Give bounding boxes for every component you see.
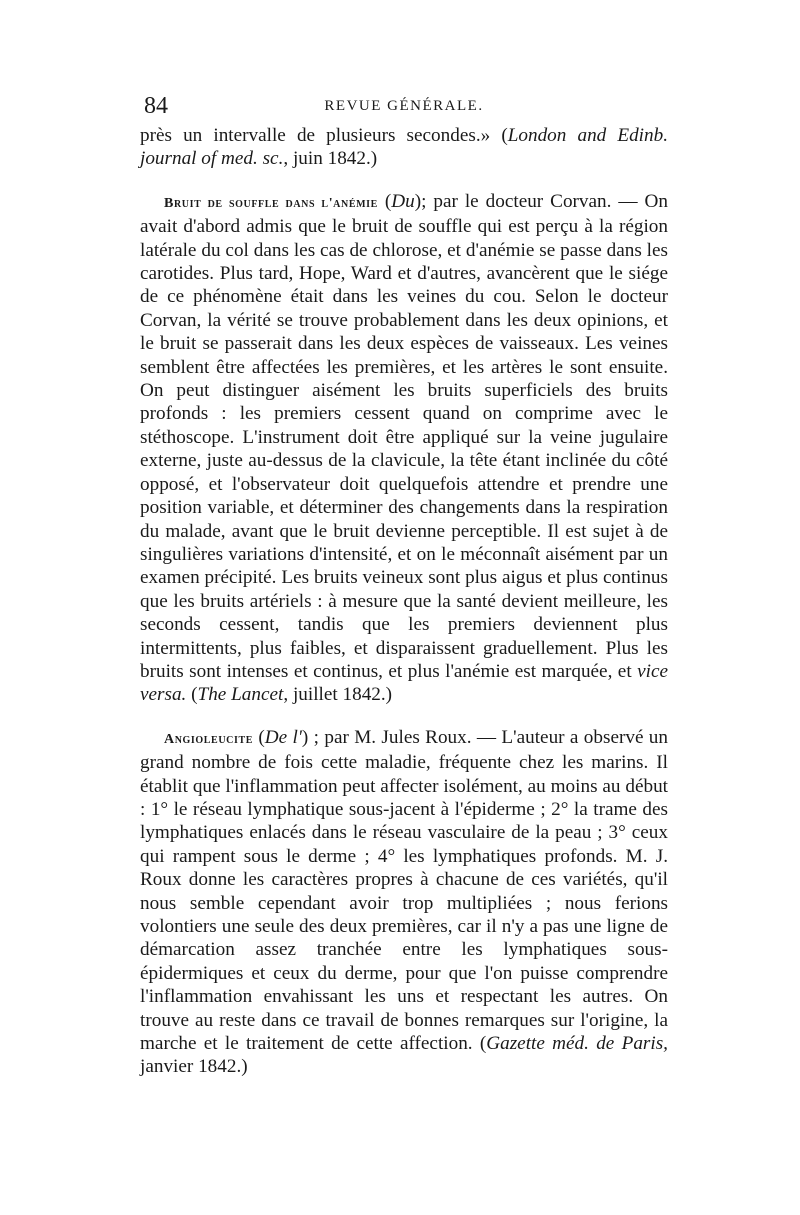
citation-date: janvier 1842.) <box>140 1056 248 1078</box>
page <box>140 92 668 1079</box>
page-number: 84 <box>144 93 168 119</box>
page-header <box>140 92 668 122</box>
article-heading: Angioleucite <box>164 731 253 747</box>
article-body: ); par le docteur Corvan. — On avait d'abord admis que le bruit de souffle qui est perçu à la région latérale du col dans les cas de chlorose, et d'anémie se passe dans les carotides. Plus tard, Hope, Ward et d'autres, avancèrent que le siége de ce phénomène était dans les veines du cou. Selon le docteur Corvan, la vérité se trouve probablement dans les deux opinions, et le bruit se passerait dans les deux espèces de vaisseaux. Les veines semblent être affectées les premières, et les artères le sont ensuite. On peut distinguer aisément les bruits superficiels des bruits profonds : les premiers cessent quand on comprime avec le stéthoscope. L'instrument doit être appliqué sur la veine jugulaire externe, juste au-dessus de la clavicule, la tête étant inclinée du côté opposé, et l'observateur doit quelquefois attendre et prendre une position variable, et déterminer des changements dans la respiration du malade, avant que le bruit devienne perceptible. Il est sujet à de singulières variations d'intensité, et on le méconnaît aisément par un examen précipité. Les bruits veineux sont plus aigus et plus continus que les bruits artériels : à mesure que la santé devient meilleure, les seconds cessent, tandis que les premiers deviennent plus intermittents, plus faibles, et disparaissent graduellement. Plus les bruits sont intenses et continus, et plus l'anémie est marquée, et <box>140 190 668 682</box>
citation-paren-open: ( <box>186 684 198 706</box>
vice-versa: vice versa. <box>140 660 668 706</box>
citation-date: , juillet 1842.) <box>283 684 393 706</box>
article-body: ) ; par M. Jules Roux. — L'auteur a observé un grand nombre de fois cette maladie, fréquente chez les marins. Il établit que l'inflammation peut affecter isolément, au moins au début : 1° le réseau lymphatique sous-jacent à l'épiderme ; 2° la trame des lymphatiques enlacés dans le réseau vasculaire de la peau ; 3° ceux qui rampent sous le derme ; 4° les lymphatiques profonds. M. J. Roux donne les caractères propres à chacune de ces variétés, qu'il nous semble cependant avoir trop multipliées ; nous ferions volontiers une seule des deux premières, car il n'y a pas une ligne de démarcation assez tranchée entre les lymphatiques sous-épidermiques et ceux du derme, pour que l'on puisse comprendre l'inflammation envahissant les uns et respectant les autres. On trouve au reste dans ce travail de bonnes remarques sur l'origine, la marche et le traitement de cette affection. ( <box>140 726 668 1055</box>
paragraph-continuation <box>140 124 668 171</box>
heading-article: Du <box>391 190 415 212</box>
citation-source: London and Edinb. journal of med. sc. <box>140 125 668 170</box>
heading-paren-open: ( <box>253 726 265 748</box>
running-title: REVUE GÉNÉRALE. <box>324 98 484 114</box>
article-bruit-de-souffle <box>140 190 668 707</box>
paragraph-text: près un intervalle de plusieurs secondes.» ( <box>140 125 508 146</box>
article-angioleucite <box>140 726 668 1079</box>
heading-paren-open: ( <box>377 190 392 212</box>
citation-source: The Lancet <box>197 684 284 706</box>
citation-source: Gazette méd. de Paris, <box>486 1033 668 1055</box>
article-heading: Bruit de souffle dans l'anémie <box>164 195 378 211</box>
heading-article: De l' <box>264 726 302 748</box>
citation-date: , juin 1842.) <box>283 148 378 170</box>
